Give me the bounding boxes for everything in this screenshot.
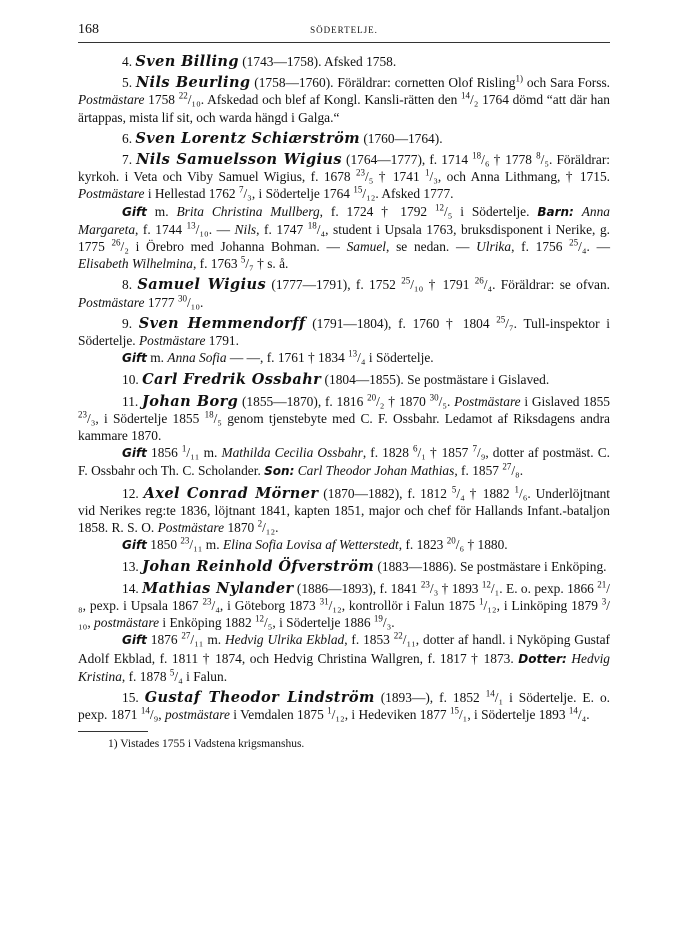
italic-run: Hedvig Kristina — [78, 650, 610, 684]
italic-run: Mathilda Cecilia Ossbahr — [221, 445, 363, 461]
section-label: Dotter: — [518, 651, 567, 666]
superscript: 6 — [413, 443, 418, 454]
text-run: , f. 1823 — [398, 537, 447, 553]
entry-family-paragraph — [78, 349, 610, 367]
text-run: i Hellestad 1762 — [144, 186, 239, 202]
text-run: , f. 1828 — [362, 445, 414, 461]
text-run: och Sara Forss. — [522, 75, 611, 91]
text-run: i Vemdalen 1875 — [229, 707, 328, 723]
text-run: /₅ † 1741 — [365, 169, 426, 185]
text-run: (1855—1870), f. 1816 — [238, 393, 368, 409]
italic-run: Postmästare — [157, 520, 225, 536]
text-run: /₄, i Göteborg 1873 — [211, 597, 320, 613]
superscript: 22 — [178, 90, 188, 101]
text-run: /₄ i Falun. — [174, 668, 228, 684]
entry-paragraph — [78, 558, 610, 575]
text-run: /₁₀. — — [195, 221, 235, 237]
text-run: /₇ † s. å. — [245, 256, 289, 272]
text-run: /₃, och Anna Lithmang, † 1715. — [429, 169, 610, 185]
section-label: Gift — [122, 633, 147, 648]
superscript: 30 — [177, 293, 187, 304]
entry-paragraph — [78, 151, 610, 203]
text-run: /₁₂. — [262, 520, 279, 536]
text-run: /₁₀. Afskedad och blef af Kongl. Kansli-rätten den — [187, 92, 461, 108]
superscript: 25 — [569, 237, 579, 248]
superscript: 15 — [353, 184, 363, 195]
text-run: (1893—), f. 1852 — [374, 689, 486, 705]
entry — [78, 371, 610, 388]
text-run: /₆ † 1778 — [481, 152, 537, 168]
entry-paragraph — [78, 130, 610, 147]
superscript: 23 — [202, 596, 212, 607]
text-run: /₁₁, dotter af handl. i Nyköping Gustaf Adolf Ekblad, f. 1811 † 1874, och Hedvig Christina Wallgren, f. 1817 † 1873. — [78, 632, 610, 666]
superscript: 5 — [451, 484, 457, 495]
text-run: /₁₂, kontrollör i Falun 1875 — [328, 597, 480, 613]
text-run: , f. 1878 — [121, 668, 170, 684]
text-run: /₄. Föräldrar: se ofvan. — [483, 277, 611, 293]
section-label: Gift — [122, 446, 147, 461]
text-run: (1886—1893), f. 1841 — [293, 580, 421, 596]
text-run: /₃. — [382, 615, 395, 631]
text-run: , f. 1744 — [135, 221, 187, 237]
superscript: 1 — [479, 596, 484, 607]
superscript: 15 — [449, 705, 459, 716]
text-run: , f. 1853 — [344, 632, 394, 648]
superscript: 5 — [169, 667, 175, 678]
italic-run: Anna Margareta — [78, 203, 610, 237]
superscript: 1 — [327, 705, 332, 716]
text-run: m. — [146, 350, 168, 366]
superscript: 3 — [601, 596, 607, 607]
superscript: 7 — [238, 184, 244, 195]
superscript: 31 — [319, 596, 329, 607]
superscript: 22 — [393, 630, 403, 641]
section-label: Gift — [122, 538, 147, 553]
superscript: 12 — [481, 579, 491, 590]
text-run: /₁₂, i Linköping 1879 — [483, 597, 602, 613]
text-run: /₈. — [511, 463, 524, 479]
text-run: /₈, pexp. i Upsala 1867 — [78, 580, 610, 613]
italic-run: Nils — [234, 221, 257, 237]
italic-run: Ulrika — [476, 239, 512, 255]
superscript: 25 — [401, 275, 411, 286]
text-run: 1777 — [144, 294, 178, 310]
text-run: /₁₁ m. — [189, 537, 223, 553]
text-run: 14. — [122, 580, 143, 596]
entry-family-paragraph — [78, 203, 610, 273]
superscript: 23 — [356, 167, 365, 178]
text-run: i Gislaved 1855 — [520, 393, 610, 409]
page-header — [78, 22, 610, 43]
superscript: 18 — [307, 220, 317, 231]
superscript: 30 — [429, 392, 439, 403]
entry — [78, 558, 610, 575]
text-run: /₂ † 1870 — [376, 393, 430, 409]
superscript: 14 — [485, 688, 495, 699]
superscript: 14 — [461, 90, 470, 101]
text-run: 5. — [122, 75, 136, 91]
text-run: /₁. E. o. pexp. 1866 — [490, 580, 598, 596]
superscript: 1 — [181, 443, 187, 454]
text-run: /₁₀. — [186, 294, 204, 310]
entry — [78, 276, 610, 310]
italic-run: Elisabeth Wilhelmina — [78, 256, 193, 272]
text-run: /₅ i Södertelje. — [443, 203, 538, 219]
footnote — [78, 738, 610, 750]
text-run: (1758—1760). Föräldrar: cornetten Olof Risling — [250, 75, 516, 91]
text-run: /₉, dotter af postmäst. C. F. Ossbahr och Th. C. Scholander. — [78, 445, 610, 479]
text-run: /₄. — — [578, 239, 610, 255]
footnote-text: Vistades 1755 i Vadstena krigsmanshus. — [120, 738, 305, 751]
text-run: /₅. — [438, 393, 455, 409]
italic-run: Postmästare — [138, 333, 206, 349]
superscript: 18 — [204, 409, 214, 420]
text-run: 1791. — [205, 333, 239, 349]
text-run: 9. — [122, 315, 139, 331]
entry-family-paragraph — [78, 444, 610, 480]
postmaster-name: Nils Samuelsson Wigius — [136, 151, 342, 169]
superscript: 26 — [474, 275, 484, 286]
text-run: 1850 — [146, 537, 181, 553]
page — [78, 22, 610, 750]
text-run: 1876 — [146, 632, 182, 648]
italic-run: Anna Sofia — [167, 350, 227, 366]
text-run — [574, 204, 582, 219]
text-run: /₁₁ m. — [190, 632, 225, 648]
text-run: (1804—1855). Se postmästare i Gislaved. — [321, 372, 550, 388]
italic-run: Postmästare — [78, 294, 145, 310]
text-run: , f. 1763 — [192, 256, 241, 272]
superscript: 12 — [434, 202, 444, 213]
text-run: 10. — [122, 372, 143, 388]
entry-paragraph — [78, 689, 610, 723]
entry — [78, 393, 610, 481]
text-run: 12. — [122, 485, 144, 501]
entry-paragraph — [78, 580, 610, 632]
italic-run: Postmästare — [454, 393, 521, 409]
postmaster-name: Gustaf Theodor Lindström — [144, 688, 375, 706]
italic-run: Postmästare — [78, 186, 145, 202]
entry-list — [78, 53, 610, 723]
text-run: /₅. Föräldrar: kyrkoh. i Veta och Viby Samuel Wigius, f. 1678 — [78, 152, 610, 185]
superscript: 1 — [425, 167, 430, 178]
superscript: 20 — [367, 392, 377, 403]
superscript: 26 — [111, 237, 121, 248]
superscript: 18 — [472, 150, 482, 161]
text-run: m. — [146, 203, 177, 219]
text-run: 4. — [122, 54, 136, 69]
entry-paragraph — [78, 371, 610, 388]
text-run: /₁ i Södertelje. E. o. pexp. 1871 — [78, 689, 610, 723]
text-run: (1791—1804), f. 1760 † 1804 — [305, 315, 497, 331]
text-run: 11. — [122, 393, 143, 409]
running-head: SÖDERTELJE. — [310, 25, 378, 35]
text-run: /₇. Tull-inspektor i Södertelje. — [78, 315, 610, 349]
text-run: 1758 — [144, 92, 179, 108]
entry — [78, 580, 610, 685]
superscript: 20 — [446, 535, 456, 546]
text-run: 1856 — [146, 445, 182, 461]
text-run: , f. 1724 † 1792 — [319, 203, 435, 219]
postmaster-name: Samuel Wigius — [137, 276, 267, 294]
text-run: /₁₀, — [78, 597, 611, 631]
text-run: /₁ † 1857 — [417, 445, 473, 461]
text-run: /₂ 1764 dömd “att där han ärtappas, mista lif sit, och warda hängd i Galga.“ — [78, 92, 610, 125]
postmaster-name: Sven Lorentz Schiærström — [135, 129, 360, 147]
postmaster-name: Axel Conrad Mörner — [143, 484, 319, 502]
text-run: , f. 1857 — [454, 463, 503, 479]
text-run: /₂ i Örebro med Johanna Bohman. — — [120, 239, 347, 255]
entry — [78, 74, 610, 126]
footnote-divider — [78, 731, 148, 732]
postmaster-name: Mathias Nylander — [142, 579, 294, 597]
superscript: 1) — [515, 73, 523, 84]
footnote-marker: 1) — [108, 738, 118, 751]
entry-paragraph — [78, 485, 610, 537]
superscript: 12 — [255, 613, 264, 624]
text-run: (1883—1886). Se postmästare i Enköping. — [374, 559, 607, 575]
text-run: /₄ i Södertelje. — [357, 350, 434, 366]
entry-paragraph — [78, 53, 610, 70]
text-run: 6. — [122, 130, 136, 146]
page-number: 168 — [78, 22, 99, 37]
text-run: 1870 — [224, 520, 258, 536]
entry-paragraph — [78, 315, 610, 349]
postmaster-name: Carl Fredrik Ossbahr — [142, 371, 322, 389]
superscript: 8 — [536, 150, 541, 161]
italic-run: Carl Theodor Johan Mathias — [297, 463, 455, 479]
postmaster-name: Sven Billing — [135, 53, 239, 70]
superscript: 1 — [514, 484, 519, 495]
text-run: 13. — [122, 559, 143, 575]
italic-run: Samuel — [346, 239, 387, 255]
text-run: , se nedan. — — [386, 239, 477, 255]
superscript: 13 — [186, 220, 196, 231]
postmaster-name: Johan Reinhold Öfverström — [142, 558, 375, 576]
text-run: /₃, i Södertelje 1855 — [87, 410, 205, 426]
entry-paragraph — [78, 276, 610, 310]
text-run: /₄ † 1882 — [456, 485, 515, 501]
text-run: 7. — [122, 152, 137, 168]
text-run: /₃, i Södertelje 1764 — [243, 186, 354, 202]
superscript: 27 — [502, 462, 512, 472]
entry — [78, 130, 610, 147]
section-label: Barn: — [537, 204, 574, 219]
entry — [78, 53, 610, 70]
text-run: (1870—1882), f. 1812 — [318, 485, 452, 501]
italic-run: Hedvig Ulrika Ekblad — [224, 632, 345, 648]
text-run: /₆ † 1880. — [455, 537, 508, 553]
text-run: (1760—1764). — [359, 130, 443, 146]
text-run: (1764—1777), f. 1714 — [341, 152, 473, 168]
superscript: 23 — [180, 535, 190, 546]
superscript: 2 — [257, 518, 263, 529]
entry-family-paragraph — [78, 536, 610, 554]
entry — [78, 151, 610, 272]
section-label: Son: — [264, 464, 295, 479]
text-run: /₆. Underlöjtnant vid Nerikes reg:te 1836, löjtnant 1841, kapten 1851, major och chef för Hallands Infant.-bataljon 1858. R. S. O. — [78, 485, 611, 536]
text-run: /₁₁ m. — [186, 445, 222, 461]
postmaster-name: Johan Borg — [142, 392, 239, 410]
superscript: 14 — [140, 705, 150, 716]
text-run: , f. 1756 — [511, 239, 570, 255]
postmaster-name: Nils Beurling — [135, 74, 251, 92]
entry — [78, 315, 610, 368]
italic-run: Brita Christina Mullberg — [176, 203, 320, 219]
italic-run: postmästare — [94, 615, 160, 631]
text-run: /₅, i Södertelje 1886 — [264, 615, 374, 631]
italic-run: Postmästare — [78, 92, 145, 108]
superscript: 23 — [420, 579, 430, 590]
text-run: /₁, i Södertelje 1893 — [458, 707, 569, 723]
text-run: /₁₂. Afsked 1777. — [362, 186, 454, 202]
superscript: 14 — [568, 705, 578, 716]
text-run: — —, f. 1761 † 1834 — [226, 350, 349, 366]
text-run: , f. 1747 — [256, 221, 308, 237]
superscript: 13 — [348, 348, 358, 359]
superscript: 21 — [597, 579, 607, 590]
superscript: 5 — [240, 254, 246, 265]
entry-paragraph — [78, 393, 610, 445]
entry — [78, 485, 610, 555]
text-run: /₅ genom tjenstebyte med C. F. Ossbahr. Ledamot af Riksdagens andra kammare 1870. — [78, 410, 611, 444]
superscript: 25 — [496, 314, 506, 325]
text-run: /₁₀ † 1791 — [410, 277, 475, 293]
text-run: /₁₂, i Hedeviken 1877 — [331, 707, 450, 723]
text-run: 8. — [122, 277, 138, 293]
text-run: /₄, student i Upsala 1763, bruksdisponent i Nerike, g. 1775 — [78, 221, 611, 255]
text-run: i Enköping 1882 — [159, 615, 255, 631]
entry-paragraph — [78, 74, 610, 126]
superscript: 7 — [472, 443, 477, 454]
text-run: /₉, — [149, 707, 165, 723]
superscript: 23 — [78, 409, 87, 420]
superscript: 27 — [181, 630, 191, 641]
italic-run: Elina Sofia Lovisa af Wetterstedt — [222, 537, 399, 553]
text-run: /₃ † 1893 — [429, 580, 482, 596]
text-run: /₄. — [577, 707, 590, 723]
text-run: 15. — [122, 689, 145, 705]
section-label: Gift — [122, 204, 147, 219]
section-label: Gift — [122, 351, 147, 366]
text-run: (1777—1791), f. 1752 — [266, 277, 402, 293]
entry-family-paragraph — [78, 631, 610, 685]
italic-run: postmästare — [164, 707, 230, 723]
entry — [78, 689, 610, 723]
text-run: (1743—1758). Afsked 1758. — [238, 54, 397, 69]
superscript: 19 — [373, 613, 383, 624]
postmaster-name: Sven Hemmendorff — [138, 314, 306, 332]
